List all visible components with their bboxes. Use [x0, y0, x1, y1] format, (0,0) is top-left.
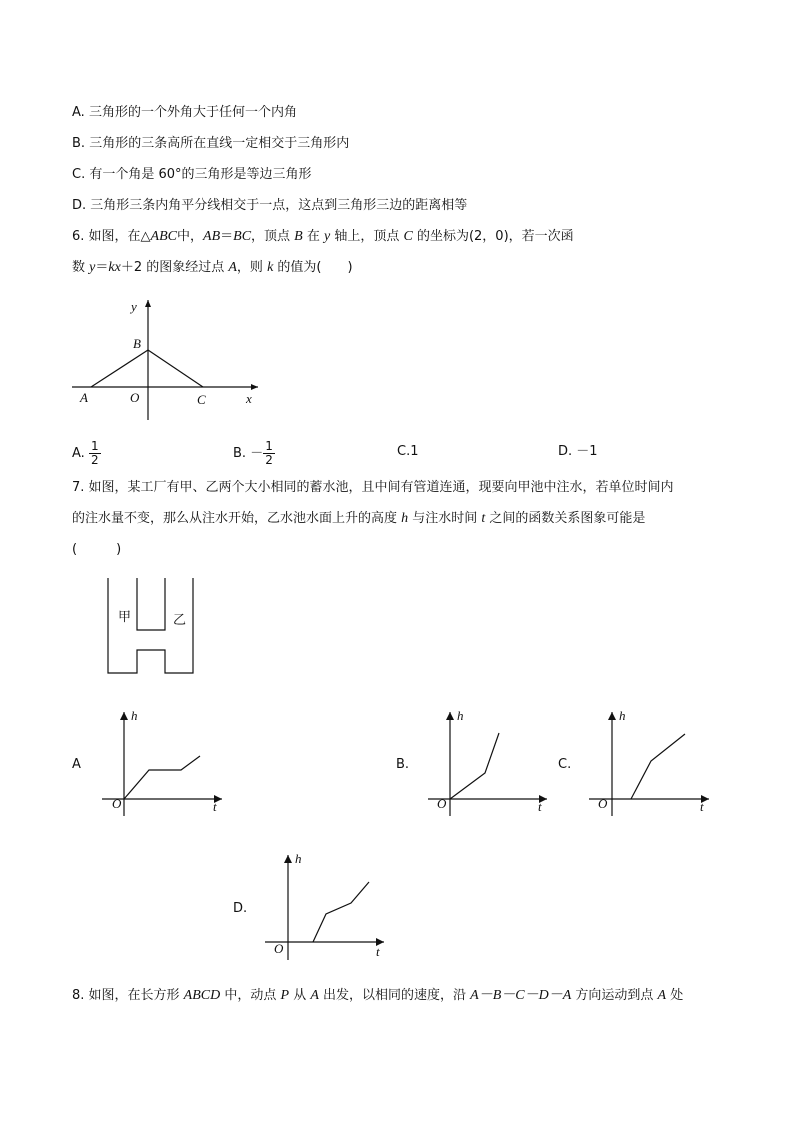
q8-stem-line1: 8. 如图，在长方形 ABCD 中，动点 P 从 A 出发，以相同的速度，沿 A－B－C－D－A 方向运动到点 A 处 — [72, 988, 684, 1003]
graph-d-t: t — [376, 944, 380, 959]
graph-a-label: A — [72, 757, 81, 772]
q6-option-a: A. $\frac{1}{2}$ — [72, 439, 99, 467]
q6-label-a: A — [80, 390, 88, 405]
graph-b-h: h — [457, 708, 464, 723]
q5-option-a: A. 三角形的一个外角大于任何一个内角 — [72, 105, 297, 120]
graph-a-h: h — [131, 708, 138, 723]
graph-c-t: t — [700, 799, 704, 814]
graph-b-t: t — [538, 799, 542, 814]
fraction: $\frac{1}{2}$ — [265, 439, 273, 467]
graph-c-label: C. — [558, 757, 572, 772]
q6-label-o: O — [130, 390, 140, 405]
q6-label-c: C — [197, 392, 206, 407]
graph-a-t: t — [213, 799, 217, 814]
q5-option-b: B. 三角形的三条高所在直线一定相交于三角形内 — [72, 136, 350, 151]
q6-stem-line1: 6. 如图，在△ABC中，AB＝BC，顶点 B 在 y 轴上，顶点 C 的坐标为(2，0)，若一次函 — [72, 229, 574, 244]
fraction: $\frac{1}{2}$ — [90, 439, 99, 467]
q7-stem-line3: ( ) — [72, 542, 122, 557]
q6-option-b: B. － $\frac{1}{2}$ — [233, 439, 273, 467]
graph-a-o: O — [112, 796, 122, 811]
graph-c-o: O — [598, 796, 608, 811]
q5-option-c: C. 有一个角是 60°的三角形是等边三角形 — [72, 167, 312, 182]
q6-option-c: C.1 — [397, 444, 419, 459]
graph-d-o: O — [274, 941, 284, 956]
graph-b-label: B. — [396, 757, 410, 772]
q6-label-b: B — [133, 336, 141, 351]
graph-d-h: h — [295, 851, 302, 866]
q6-stem-line2: 数 y＝kx＋2 的图象经过点 A，则 k 的值为( ) — [72, 260, 353, 275]
q6-label-x: x — [246, 391, 252, 406]
q7-stem-line2: 的注水量不变，那么从注水开始，乙水池水面上升的高度 h 与注水时间 t 之间的函数关系图象可能是 — [72, 511, 646, 526]
q6-option-d: D. －1 — [558, 444, 598, 459]
q7-stem-line1: 7. 如图，某工厂有甲、乙两个大小相同的蓄水池，且中间有管道连通，现要向甲池中注水，若单位时间内 — [72, 480, 674, 495]
graph-b-o: O — [437, 796, 447, 811]
pool-label-yi: 乙 — [173, 613, 187, 628]
graph-c-h: h — [619, 708, 626, 723]
graph-d-label: D. — [233, 901, 248, 916]
q5-option-d: D. 三角形三条内角平分线相交于一点，这点到三角形三边的距离相等 — [72, 198, 468, 213]
pool-label-jia: 甲 — [118, 610, 132, 625]
q6-label-y: y — [131, 299, 137, 314]
